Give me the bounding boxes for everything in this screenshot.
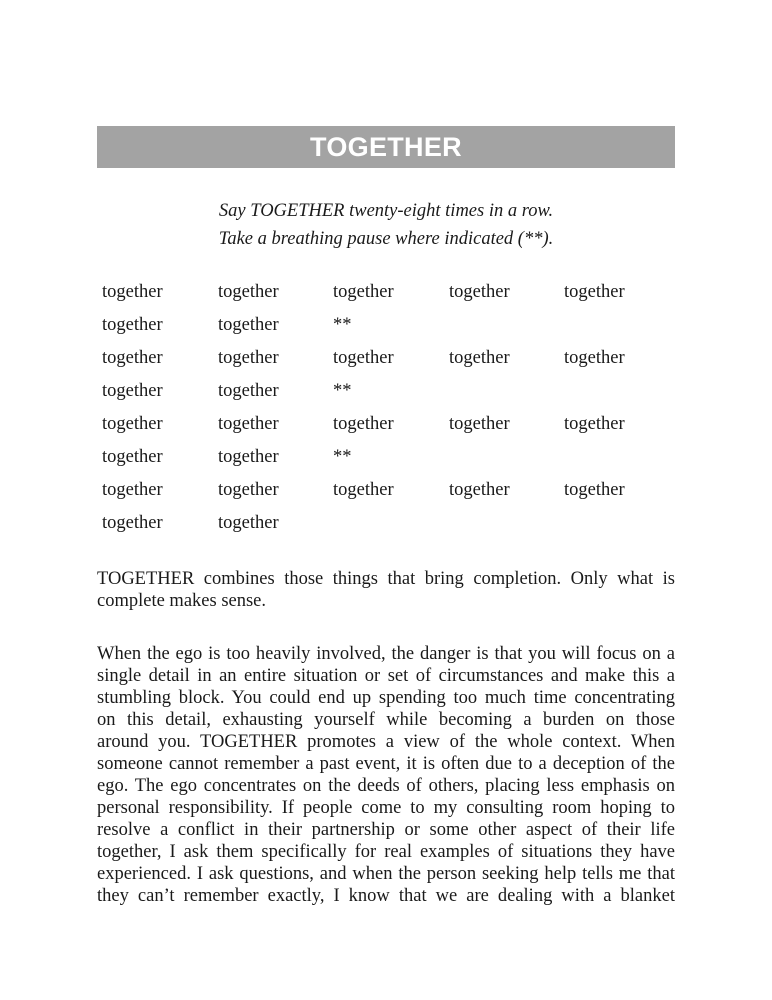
grid-cell: together xyxy=(102,480,163,500)
text-line: single detail in an entire situation or set of circumstances and make this a xyxy=(97,666,675,686)
grid-row xyxy=(102,312,662,345)
text-line: together, I ask them specifically for real examples of situations they have xyxy=(97,842,675,862)
grid-row xyxy=(102,510,662,543)
paragraph-completion xyxy=(97,568,675,612)
repetition-grid xyxy=(102,279,662,543)
grid-cell: together xyxy=(102,348,163,368)
grid-cell: together xyxy=(564,414,625,434)
text-line: they can’t remember exactly, I know that we are dealing with a blanket xyxy=(97,886,675,906)
text-line: TOGETHER combines those things that bring completion. Only what is xyxy=(97,569,675,589)
grid-row xyxy=(102,477,662,510)
grid-row xyxy=(102,411,662,444)
grid-cell: ** xyxy=(333,381,352,401)
grid-cell: together xyxy=(102,513,163,533)
grid-cell: together xyxy=(449,480,510,500)
instructions xyxy=(97,197,675,253)
title-banner xyxy=(97,126,675,168)
text-line: When the ego is too heavily involved, the danger is that you will focus on a xyxy=(97,644,675,664)
grid-cell: together xyxy=(218,381,279,401)
instruction-line: Say TOGETHER twenty-eight times in a row. xyxy=(218,201,554,221)
text-line: complete makes sense. xyxy=(97,591,267,611)
grid-cell: together xyxy=(564,348,625,368)
text-line: around you. TOGETHER promotes a view of the whole context. When xyxy=(97,732,675,752)
grid-row xyxy=(102,378,662,411)
text-line: experienced. I ask questions, and when the person seeking help tells me that xyxy=(97,864,675,884)
grid-row xyxy=(102,444,662,477)
grid-cell: together xyxy=(218,447,279,467)
grid-cell: together xyxy=(102,414,163,434)
grid-cell: together xyxy=(564,282,625,302)
text-line: personal responsibility. If people come to my consulting room hoping to xyxy=(97,798,675,818)
grid-cell: together xyxy=(449,348,510,368)
grid-cell: together xyxy=(102,447,163,467)
grid-row xyxy=(102,345,662,378)
grid-cell: together xyxy=(218,480,279,500)
paragraph-ego xyxy=(97,643,675,907)
text-line: stumbling block. You could end up spending too much time concentrating xyxy=(97,688,675,708)
grid-cell: together xyxy=(218,513,279,533)
text-line: on this detail, exhausting yourself while becoming a burden on those xyxy=(97,710,675,730)
text-line: ego. The ego concentrates on the deeds of others, placing less emphasis on xyxy=(97,776,675,796)
grid-cell: together xyxy=(449,282,510,302)
grid-cell: together xyxy=(333,282,394,302)
grid-cell: together xyxy=(218,282,279,302)
grid-cell: together xyxy=(218,315,279,335)
grid-cell: together xyxy=(564,480,625,500)
grid-row xyxy=(102,279,662,312)
text-line: someone cannot remember a past event, it is often due to a deception of the xyxy=(97,754,675,774)
grid-cell: together xyxy=(333,480,394,500)
grid-cell: together xyxy=(102,315,163,335)
grid-cell: together xyxy=(102,282,163,302)
grid-cell: ** xyxy=(333,315,352,335)
grid-cell: together xyxy=(218,348,279,368)
grid-cell: together xyxy=(218,414,279,434)
text-line: resolve a conflict in their partnership or some other aspect of their life xyxy=(97,820,675,840)
grid-cell: together xyxy=(449,414,510,434)
page-title: TOGETHER xyxy=(310,131,462,162)
grid-cell: together xyxy=(333,348,394,368)
instruction-line: Take a breathing pause where indicated (**). xyxy=(218,229,554,249)
grid-cell: together xyxy=(333,414,394,434)
grid-cell: together xyxy=(102,381,163,401)
grid-cell: ** xyxy=(333,447,352,467)
